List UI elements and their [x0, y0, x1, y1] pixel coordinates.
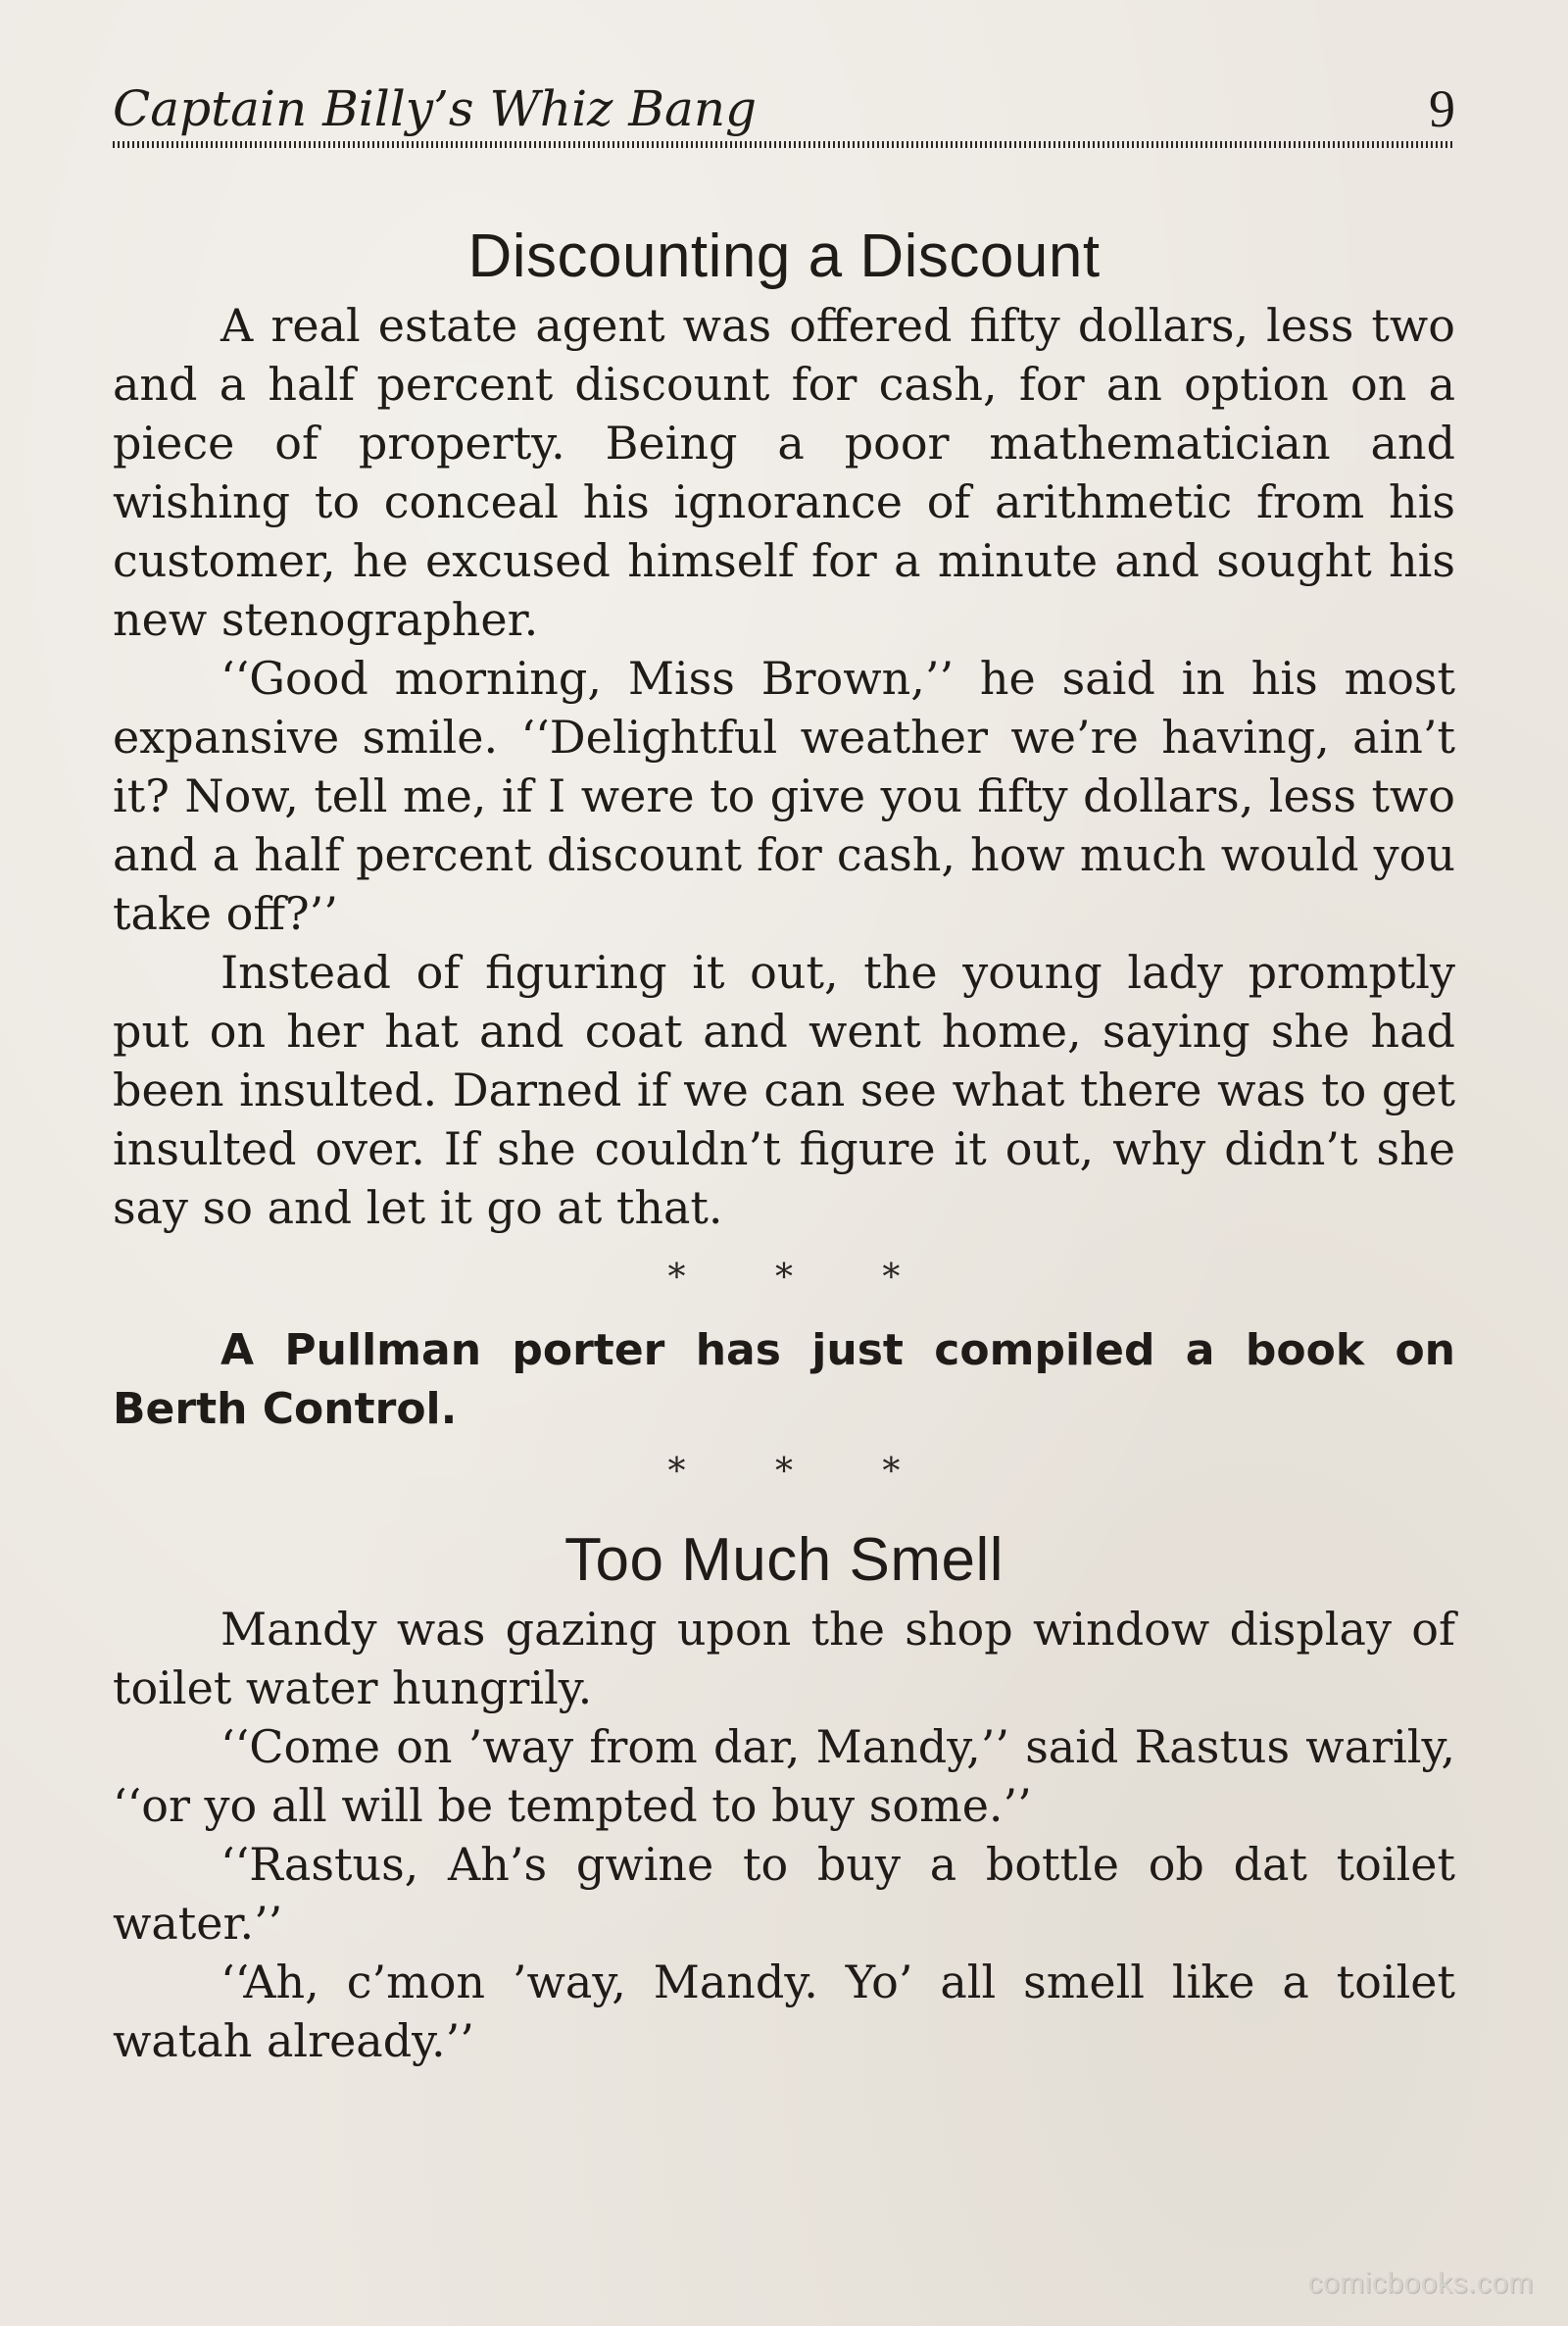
header-rule	[113, 141, 1455, 148]
article-too-much-smell	[113, 1521, 1455, 2070]
page-content	[113, 218, 1455, 2070]
article-paragraph: Mandy was gazing upon the shop window display of toilet water hungrily.	[113, 1603, 1455, 1714]
article-paragraph: ‘‘Good morning, Miss Brown,’’ he said in his most expansive smile. ‘‘Delightful weather we’re having, ain’t it? Now, tell me, if I were to give you fifty dollars, less two and a half percent discount for cash, how much would you take off?’’	[113, 652, 1455, 940]
article-paragraph: ‘‘Ah, c’mon ’way, Mandy. Yo’ all smell like a toilet watah already.’’	[113, 1955, 1455, 2067]
watermark: comicbooks.com	[1307, 2267, 1534, 2300]
page-header	[113, 78, 1455, 139]
joke-text: A Pullman porter has just compiled a book on Berth Control.	[113, 1325, 1455, 1434]
article-paragraph: ‘‘Rastus, Ah’s gwine to buy a bottle ob dat toilet water.’’	[113, 1838, 1455, 1950]
section-divider: * * *	[667, 1452, 940, 1492]
running-title: Captain Billy’s Whiz Bang	[113, 80, 758, 137]
page-number: 9	[1429, 79, 1455, 138]
article-title: Discounting a Discount	[467, 223, 1101, 290]
article-title: Too Much Smell	[564, 1526, 1004, 1594]
article-discounting-a-discount	[113, 218, 1455, 1237]
article-paragraph: Instead of figuring it out, the young lady promptly put on her hat and coat and went home, saying she had been insulted. Darned if we can see what there was to get insulted over. If she couldn’t figure it out, why didn’t she say so and let it go at that.	[113, 946, 1455, 1234]
article-paragraph: ‘‘Come on ’way from dar, Mandy,’’ said Rastus warily, ‘‘or yo all will be tempted to buy some.’’	[113, 1720, 1455, 1832]
article-paragraph: A real estate agent was offered fifty dollars, less two and a half percent discount for cash, for an option on a piece of property. Being a poor mathematician and wishing to conceal his ignorance of arithmetic from his customer, he excused himself for a minute and sought his new stenographer.	[113, 299, 1455, 646]
section-divider: * * *	[667, 1258, 940, 1298]
